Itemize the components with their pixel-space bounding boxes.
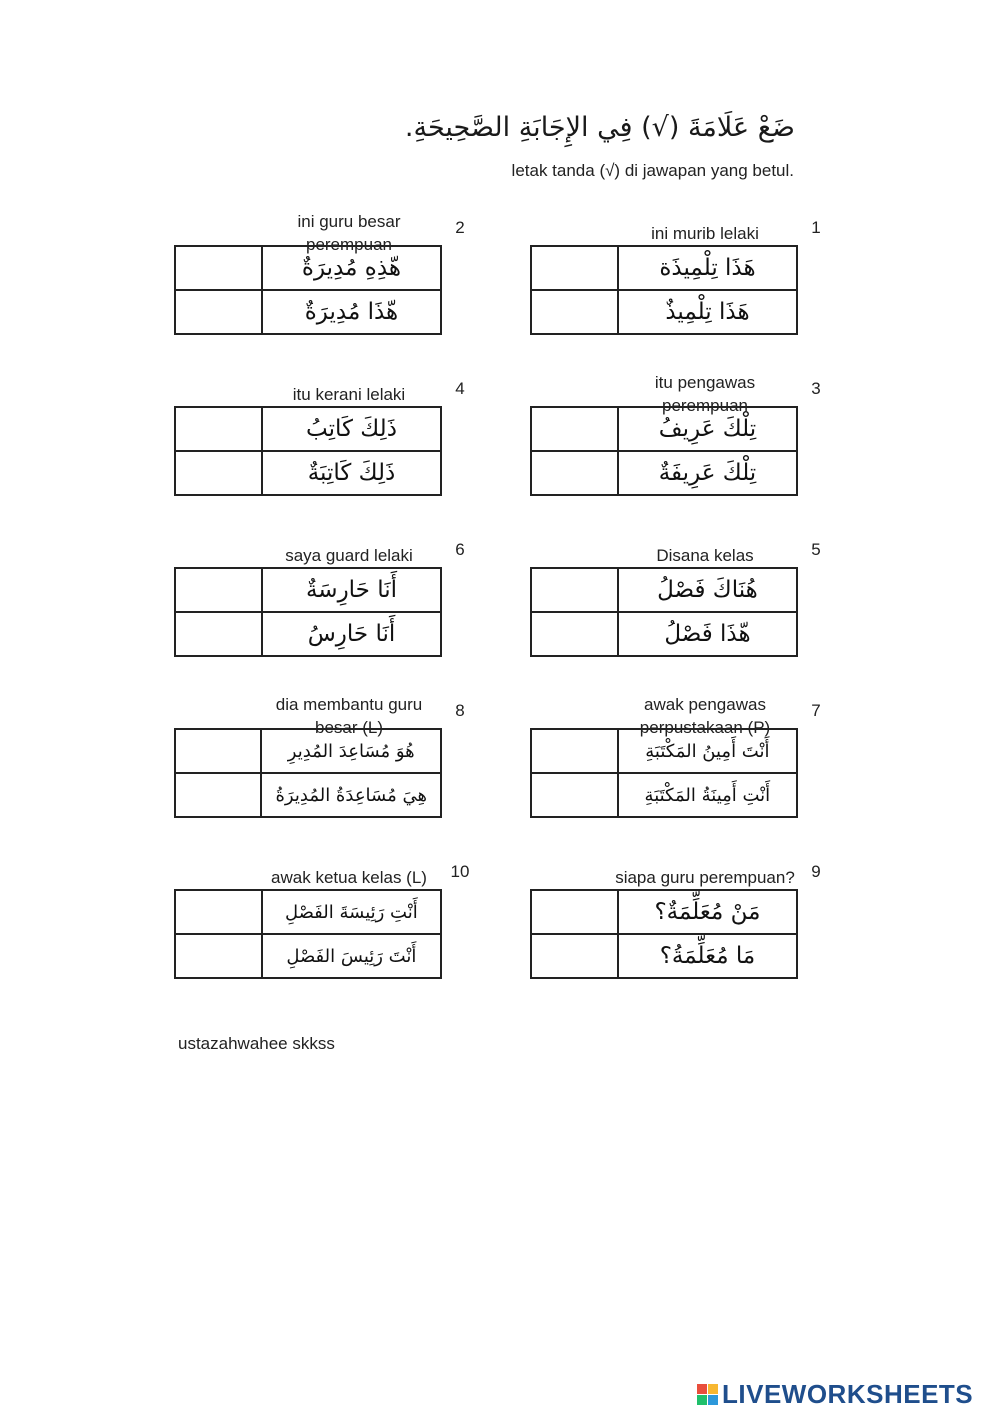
answer-option: مَا مُعَلِّمَةُ؟ <box>618 934 797 978</box>
answer-option: ذَلِكَ كَاتِبَةٌ <box>262 451 441 495</box>
question-4 <box>174 371 474 486</box>
answer-row <box>531 729 797 773</box>
answer-box[interactable] <box>175 568 262 612</box>
answer-box[interactable] <box>175 890 262 934</box>
answer-row <box>531 890 797 934</box>
brand-wordmark: LIVEWORKSHEETS <box>722 1378 974 1409</box>
answer-box[interactable] <box>175 290 262 334</box>
answer-option: أَنَا حَارِسُ <box>262 612 441 656</box>
answer-box[interactable] <box>531 890 618 934</box>
question-9 <box>530 854 830 969</box>
answer-option: أَنْتَ أَمِينُ المَكْتَبَةِ <box>618 729 797 773</box>
question-caption: siapa guru perempuan? <box>615 867 795 887</box>
question-2 <box>174 210 474 325</box>
answer-table <box>530 889 798 979</box>
answer-box[interactable] <box>175 612 262 656</box>
answer-row <box>531 612 797 656</box>
answer-option: هَذَا تِلْمِيذَة <box>618 246 797 290</box>
answer-box[interactable] <box>531 934 618 978</box>
question-3 <box>530 371 830 486</box>
answer-option: أَنَا حَارِسَةٌ <box>262 568 441 612</box>
answer-row <box>175 451 441 495</box>
answer-box[interactable] <box>531 729 618 773</box>
answer-box[interactable] <box>531 612 618 656</box>
answer-option: هِيَ مُسَاعِدَةُ المُدِيرَةُ <box>261 773 441 817</box>
answer-option: هَذَا تِلْمِيذٌ <box>618 290 797 334</box>
answer-option: تِلْكَ عَرِيفَةٌ <box>618 451 797 495</box>
answer-row <box>175 568 441 612</box>
answer-row <box>175 407 441 451</box>
question-8 <box>174 693 474 806</box>
answer-row <box>531 568 797 612</box>
question-number: 1 <box>811 218 821 237</box>
question-caption: dia membantu guru besar (L) <box>275 695 423 737</box>
logo-square <box>697 1384 707 1394</box>
answer-table <box>530 567 798 657</box>
question-number: 4 <box>455 379 465 398</box>
answer-box[interactable] <box>531 246 618 290</box>
answer-option: هّذِهِ مُدِيرَةٌ <box>262 246 441 290</box>
question-caption: Disana kelas <box>656 545 754 565</box>
answer-option: ذَلِكَ كَاتِبُ <box>262 407 441 451</box>
answer-table <box>530 406 798 496</box>
question-7 <box>530 693 830 806</box>
answer-row <box>531 934 797 978</box>
question-caption: ini guru besar perempuan <box>297 212 401 254</box>
question-5 <box>530 532 830 647</box>
question-caption: ini murib lelaki <box>651 223 759 243</box>
question-number: 7 <box>811 701 821 720</box>
answer-box[interactable] <box>175 729 261 773</box>
answer-option: تِلْكَ عَرِيفُ <box>618 407 797 451</box>
answer-row <box>531 407 797 451</box>
answer-table <box>174 889 442 979</box>
answer-row <box>531 246 797 290</box>
answer-table <box>174 728 442 818</box>
question-6 <box>174 532 474 647</box>
question-caption: awak pengawas perpustakaan (P) <box>639 695 771 737</box>
answer-option: هُوَ مُسَاعِدَ المُدِيرِ <box>261 729 441 773</box>
logo-square <box>708 1384 718 1394</box>
question-10 <box>174 854 474 967</box>
answer-row <box>175 246 441 290</box>
question-number: 6 <box>455 540 465 559</box>
answer-row <box>175 612 441 656</box>
answer-box[interactable] <box>175 773 261 817</box>
question-caption: saya guard lelaki <box>285 545 413 565</box>
answer-option: أَنْتِ رَئِيسَةَ الفَصْلِ <box>262 890 441 934</box>
answer-box[interactable] <box>531 451 618 495</box>
answer-box[interactable] <box>531 407 618 451</box>
question-1 <box>530 210 830 325</box>
question-number: 3 <box>811 379 821 398</box>
question-number: 9 <box>811 862 821 881</box>
answer-box[interactable] <box>531 568 618 612</box>
answer-box[interactable] <box>531 773 618 817</box>
answer-box[interactable] <box>531 290 618 334</box>
question-caption: itu kerani lelaki <box>292 384 406 404</box>
logo-square <box>697 1395 707 1405</box>
answer-option: مَنْ مُعَلِّمَةٌ؟ <box>618 890 797 934</box>
answer-table <box>530 728 798 818</box>
answer-row <box>531 290 797 334</box>
answer-table <box>174 245 442 335</box>
answer-option: هّذَا فَصْلُ <box>618 612 797 656</box>
question-number: 8 <box>455 701 465 720</box>
answer-option: أَنْتِ أَمِينَةُ المَكْتَبَةِ <box>618 773 797 817</box>
answer-table <box>174 567 442 657</box>
answer-table <box>174 406 442 496</box>
question-caption: itu pengawas perempuan <box>654 373 756 415</box>
answer-box[interactable] <box>175 407 262 451</box>
question-number: 5 <box>811 540 821 559</box>
author-credit: ustazahwahee skkss <box>178 1034 335 1053</box>
question-number: 10 <box>450 862 470 881</box>
answer-row <box>175 290 441 334</box>
instruction-arabic: ضَعْ عَلَامَةَ (√) فِي الإِجَابَةِ الصَّحِيحَةِ. <box>404 112 795 143</box>
answer-table <box>530 245 798 335</box>
liveworksheets-logo-icon <box>697 1384 718 1405</box>
answer-option: هُنَاكَ فَصْلُ <box>618 568 797 612</box>
question-number: 2 <box>455 218 465 237</box>
answer-box[interactable] <box>175 451 262 495</box>
answer-option: هّذَا مُدِيرَةٌ <box>262 290 441 334</box>
liveworksheets-logo[interactable] <box>697 1379 973 1409</box>
instruction-malay: letak tanda (√) di jawapan yang betul. <box>511 161 794 180</box>
answer-row <box>175 890 441 934</box>
logo-square <box>708 1395 718 1405</box>
answer-row <box>175 729 441 773</box>
answer-row <box>175 934 441 978</box>
answer-option: أَنْتَ رَئِيسَ الفَصْلِ <box>262 934 441 978</box>
question-caption: awak ketua kelas (L) <box>271 867 427 887</box>
answer-box[interactable] <box>175 934 262 978</box>
answer-box[interactable] <box>175 246 262 290</box>
answer-row <box>175 773 441 817</box>
answer-row <box>531 773 797 817</box>
answer-row <box>531 451 797 495</box>
